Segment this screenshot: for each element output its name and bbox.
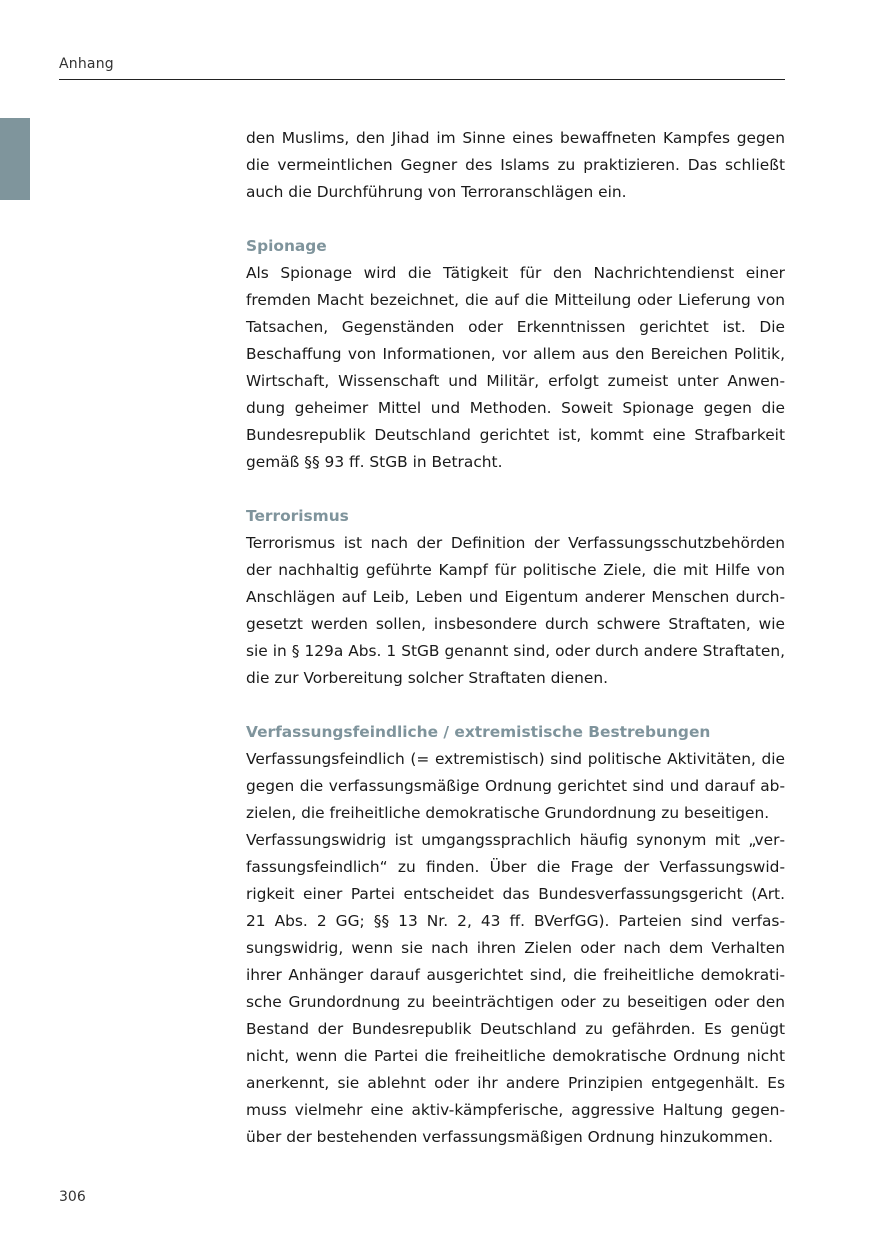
intro-paragraph: den Muslims, den Jihad im Sinne eines bewaffneten Kampfes gegen die vermeintlichen Gegner des Islams zu praktizieren. Das schließt auch die Durchführung von Terroranschlägen ein.: [246, 129, 785, 201]
section-paragraph: Verfassungswidrig ist umgangssprachlich häufig synonym mit „verfassungsfeindlich“ zu finden. Über die Frage der Verfassungswidrigkeit einer Partei entscheidet das Bundesverfassungsgericht (Art. 21 Abs. 2 GG; §§ 13 Nr. 2, 43 ff. BVerfGG). Parteien sind verfassungswidrig, wenn sie nach ihren Zielen oder nach dem Verhalten ihrer Anhänger darauf ausgerichtet sind, die freiheitliche demokratische Grundordnung zu beeinträchtigen oder zu beseitigen oder den Bestand der Bundesrepublik Deutschland zu gefährden. Es genügt nicht, wenn die Partei die freiheitliche demokratische Ordnung nicht anerkennt, sie ablehnt oder ihr andere Prinzipien entgegenhält. Es muss vielmehr eine aktiv-kämpferische, aggressive Haltung gegenüber der bestehenden verfassungsmäßigen Ordnung hinzukommen.: [246, 831, 785, 1146]
header-rule: [59, 79, 785, 80]
page-number: 306: [59, 1189, 86, 1205]
chapter-side-tab: [0, 118, 30, 200]
section-heading: Terrorismus: [246, 507, 349, 525]
section-spionage: [246, 233, 785, 476]
section-heading: Verfassungsfeindliche / extremistische Bestrebungen: [246, 723, 711, 741]
section-paragraph: Als Spionage wird die Tätigkeit für den Nachrichtendienst einer fremden Macht bezeichnet, die auf die Mitteilung oder Lieferung von Tatsachen, Gegenständen oder Erkenntnissen gerichtet ist. Die Beschaffung von Informationen, vor allem aus den Bereichen Politik, Wirtschaft, Wissenschaft und Militär, erfolgt zumeist unter Anwendung geheimer Mittel und Methoden. Soweit Spionage gegen die Bundesrepublik Deutschland gerichtet ist, kommt eine Strafbarkeit gemäß §§ 93 ff. StGB in Betracht.: [246, 264, 785, 471]
page-content: [246, 125, 785, 1151]
section-verfassungsfeindliche-bestrebungen: [246, 719, 785, 1151]
section-terrorismus: [246, 503, 785, 692]
running-header: Anhang: [59, 56, 114, 72]
block-gap: [246, 476, 785, 503]
section-heading: Spionage: [246, 237, 327, 255]
block-gap: [246, 692, 785, 719]
block-gap: [246, 206, 785, 233]
section-paragraph: Terrorismus ist nach der Definition der Verfassungsschutzbehörden der nachhaltig geführte Kampf für politische Ziele, die mit Hilfe von Anschlägen auf Leib, Leben und Eigentum anderer Menschen durchgesetzt werden sollen, insbesondere durch schwere Straftaten, wie sie in § 129a Abs. 1 StGB genannt sind, oder durch andere Straftaten, die zur Vorbereitung solcher Straftaten dienen.: [246, 534, 785, 687]
section-paragraph: Verfassungsfeindlich (= extremistisch) sind politische Aktivitäten, die gegen die verfassungsmäßige Ordnung gerichtet sind und darauf abzielen, die freiheitliche demokratische Grundordnung zu beseitigen.: [246, 750, 785, 822]
